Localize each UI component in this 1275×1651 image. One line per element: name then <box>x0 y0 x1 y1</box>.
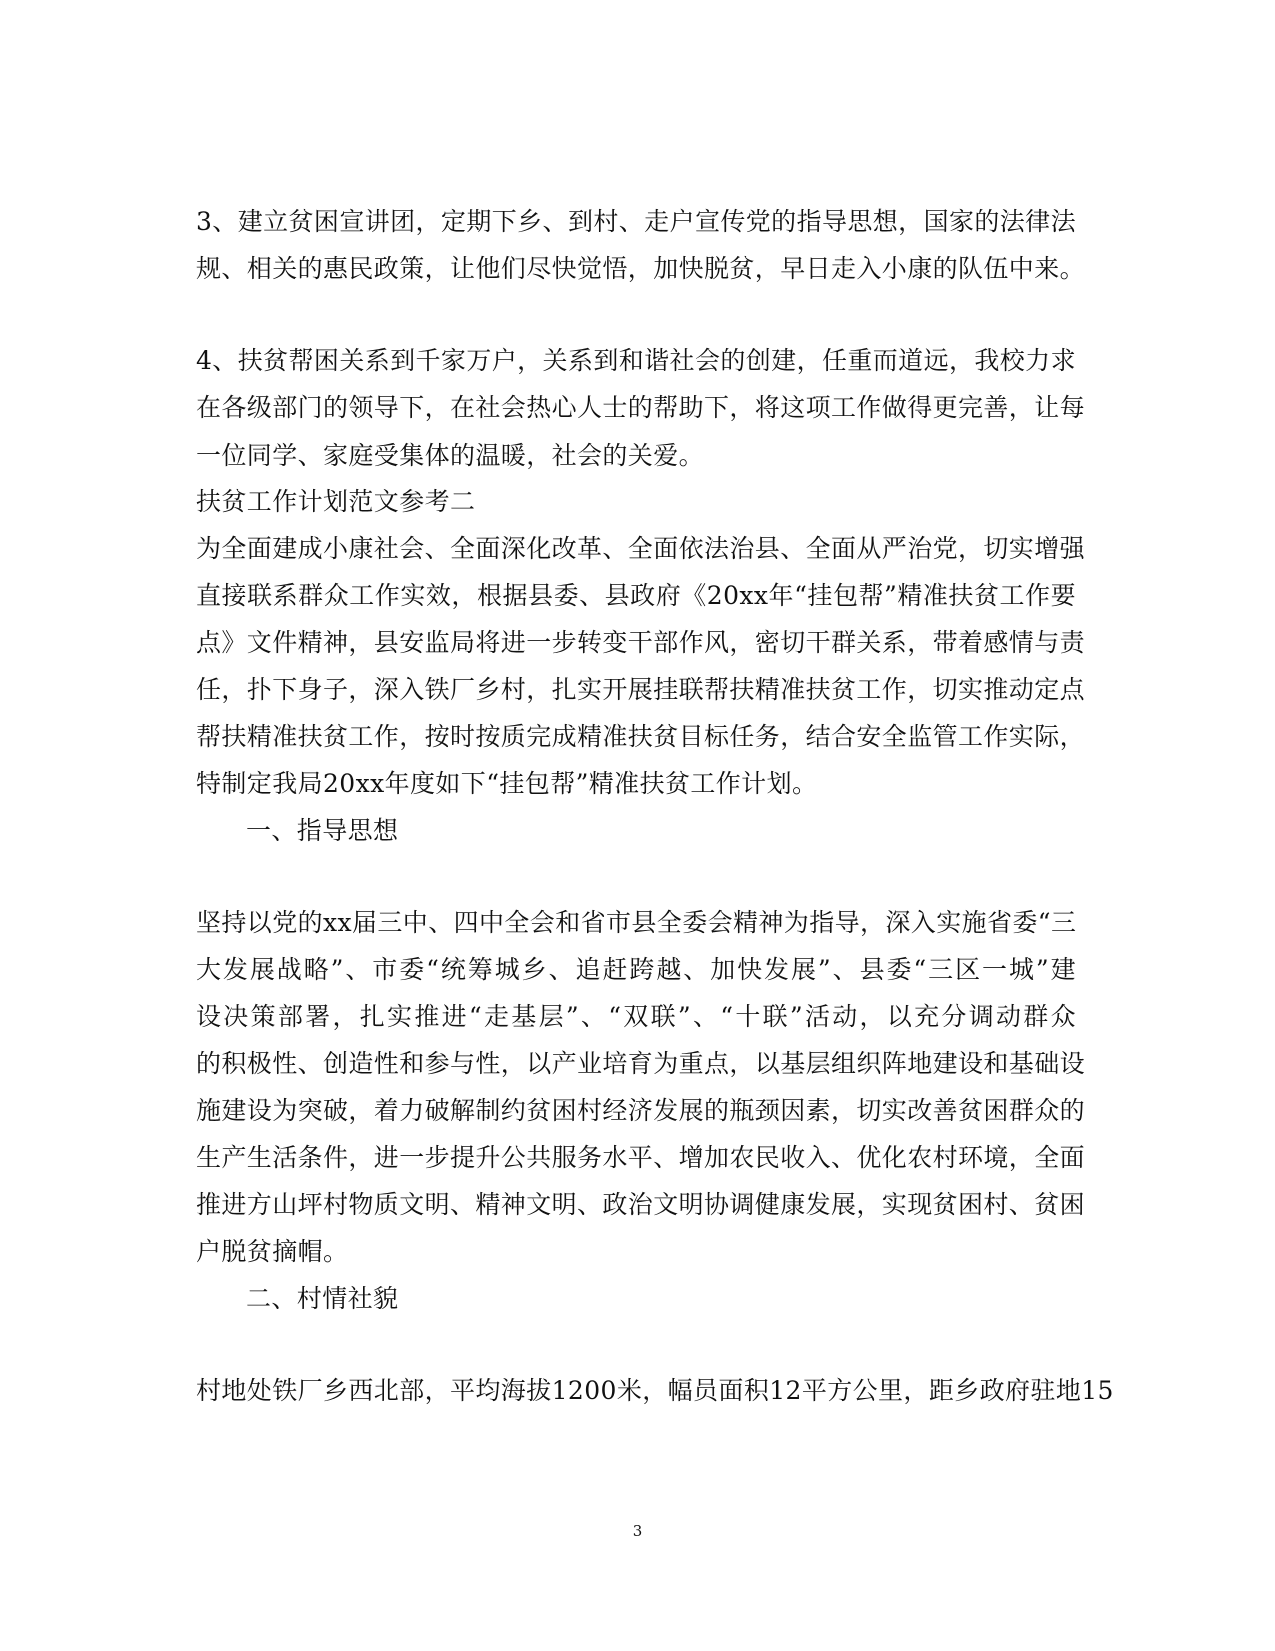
text-line: 4、扶贫帮困关系到千家万户，关系到和谐社会的创建，任重而道远，我校力求 <box>196 346 1076 375</box>
section-heading: 二、村情社貌 <box>246 1284 399 1313</box>
text-line: 在各级部门的领导下，在社会热心人士的帮助下，将这项工作做得更完善，让每 <box>196 393 1086 422</box>
text-line: 户脱贫摘帽。 <box>196 1237 349 1266</box>
text-line: 施建设为突破，着力破解制约贫困村经济发展的瓶颈因素，切实改善贫困群众的 <box>196 1096 1086 1125</box>
text-line: 为全面建成小康社会、全面深化改革、全面依法治县、全面从严治党，切实增强 <box>196 534 1086 563</box>
text-line: 大发展战略”、市委“统筹城乡、追赶跨越、加快发展”、县委“三区一城”建 <box>196 955 1076 984</box>
text-line: 一位同学、家庭受集体的温暖，社会的关爱。 <box>196 441 705 470</box>
text-line: 直接联系群众工作实效，根据县委、县政府《20xx年“挂包帮”精准扶贫工作要 <box>196 581 1076 610</box>
text-line: 村地处铁厂乡西北部，平均海拔1200米，幅员面积12平方公里，距乡政府驻地15 <box>196 1376 1114 1405</box>
page-number: 3 <box>632 1522 643 1540</box>
text-line: 坚持以党的xx届三中、四中全会和省市县全委会精神为指导，深入实施省委“三 <box>196 908 1077 937</box>
text-line: 特制定我局20xx年度如下“挂包帮”精准扶贫工作计划。 <box>196 769 818 798</box>
section-title: 扶贫工作计划范文参考二 <box>196 487 476 516</box>
text-line: 任，扑下身子，深入铁厂乡村，扎实开展挂联帮扶精准扶贫工作，切实推动定点 <box>196 675 1086 704</box>
text-line: 的积极性、创造性和参与性，以产业培育为重点，以基层组织阵地建设和基础设 <box>196 1049 1086 1078</box>
text-line: 帮扶精准扶贫工作，按时按质完成精准扶贫目标任务，结合安全监管工作实际， <box>196 722 1086 751</box>
text-line: 点》文件精神，县安监局将进一步转变干部作风，密切干群关系，带着感情与责 <box>196 628 1086 657</box>
text-line: 规、相关的惠民政策，让他们尽快觉悟，加快脱贫，早日走入小康的队伍中来。 <box>196 254 1086 283</box>
section-heading: 一、指导思想 <box>246 816 399 845</box>
text-line: 生产生活条件，进一步提升公共服务水平、增加农民收入、优化农村环境，全面 <box>196 1143 1086 1172</box>
text-line: 3、建立贫困宣讲团，定期下乡、到村、走户宣传党的指导思想，国家的法律法 <box>196 207 1076 236</box>
text-line: 推进方山坪村物质文明、精神文明、政治文明协调健康发展，实现贫困村、贫困 <box>196 1190 1086 1219</box>
text-line: 设决策部署，扎实推进“走基层”、“双联”、“十联”活动，以充分调动群众 <box>196 1002 1076 1031</box>
